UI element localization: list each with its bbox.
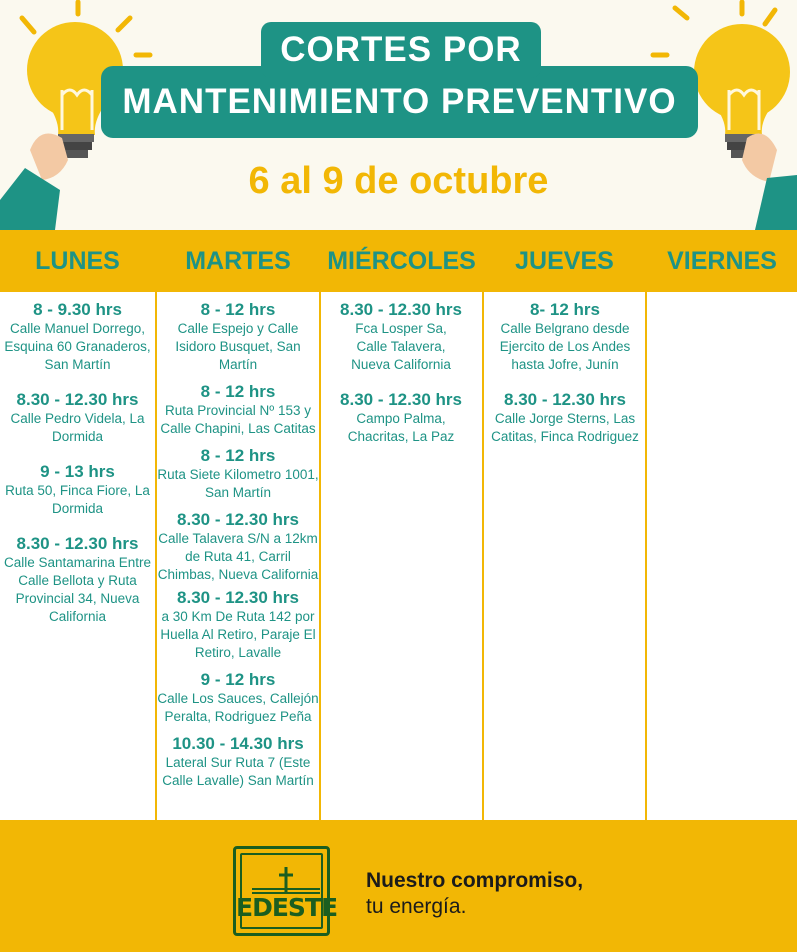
logo-text: EDESTE (236, 893, 338, 922)
day-jueves: JUEVES (515, 246, 614, 275)
schedule-entry (0, 300, 155, 374)
schedule-entry (157, 510, 319, 584)
entry-time: 8.30 - 12.30 hrs (177, 588, 299, 607)
entry-time: 9 - 13 hrs (40, 462, 115, 481)
date-range: 6 al 9 de octubre (248, 160, 549, 202)
column-jueves (488, 300, 642, 462)
day-martes: MARTES (185, 246, 291, 275)
schedule-entry (340, 390, 462, 446)
entry-place: Calle Talavera S/N a 12km de Ruta 41, Carril Chimbas, Nueva California (157, 531, 319, 582)
entry-place: Calle Los Sauces, Callejón Peralta, Rodriguez Peña (157, 691, 319, 724)
entry-place: Lateral Sur Ruta 7 (Este Calle Lavalle) San Martín (162, 755, 314, 788)
entry-place: Calle Jorge Sterns, Las Catitas, Finca Rodriguez (491, 411, 639, 444)
entry-time: 8 - 12 hrs (200, 446, 276, 465)
days-header-bar (0, 230, 797, 292)
column-martes (157, 300, 319, 790)
schedule-entry (340, 300, 462, 374)
column-divider (319, 230, 321, 820)
entry-time: 8.30 - 12.30 hrs (340, 390, 462, 409)
day-viernes: VIERNES (667, 246, 777, 275)
entry-place: Ruta Siete Kilometro 1001, San Martín (157, 467, 319, 500)
column-lunes (0, 300, 155, 642)
entry-place: a 30 Km De Ruta 142 por Huella Al Retiro, Paraje El Retiro, Lavalle (160, 609, 316, 660)
day-miercoles: MIÉRCOLES (327, 246, 476, 275)
entry-place: Calle Santamarina Entre Calle Bellota y Ruta Provincial 34, Nueva California (3, 555, 152, 624)
entry-time: 8.30 - 12.30 hrs (16, 390, 139, 409)
schedule-entry (157, 382, 319, 438)
entry-time: 8.30 - 12.30 hrs (177, 510, 299, 529)
entry-place: Campo Palma, Chacritas, La Paz (347, 411, 455, 444)
entry-place: Calle Belgrano desde Ejercito de Los Andes hasta Jofre, Junín (499, 321, 631, 372)
entry-time: 8.30 - 12.30 hrs (504, 390, 626, 409)
entry-time: 8.30 - 12.30 hrs (340, 300, 462, 319)
schedule-entry (0, 390, 155, 446)
entry-place: Calle Espejo y Calle Isidoro Busquet, San Martín (175, 321, 301, 372)
schedule-entry (157, 300, 319, 374)
schedule-entry (157, 734, 319, 790)
schedule-entry (157, 446, 319, 502)
schedule-entry (488, 300, 642, 374)
slogan (366, 868, 583, 920)
title-line1: CORTES POR (261, 22, 541, 78)
entry-time: 9 - 12 hrs (200, 670, 276, 689)
schedule-entry (157, 588, 319, 662)
entry-place: Ruta Provincial Nº 153 y Calle Chapini, Las Catitas (160, 403, 316, 436)
entry-time: 10.30 - 14.30 hrs (172, 734, 304, 753)
day-lunes: LUNES (35, 246, 120, 275)
footer (0, 820, 797, 952)
schedule-entry (0, 534, 155, 626)
schedule-entry (157, 670, 319, 726)
column-divider (645, 230, 647, 820)
entry-time: 8- 12 hrs (530, 300, 600, 319)
slogan-line1: Nuestro compromiso, (366, 869, 584, 892)
entry-place: Fca Losper Sa, Calle Talavera, Nueva California (351, 321, 451, 372)
schedule-entry (488, 390, 642, 446)
title-line2: MANTENIMIENTO PREVENTIVO (101, 66, 698, 138)
slogan-line2: tu energía. (366, 895, 467, 918)
entry-place: Calle Pedro Videla, La Dormida (10, 411, 145, 444)
schedule-entry (0, 462, 155, 518)
edeste-logo (233, 846, 338, 936)
header-banner (0, 0, 797, 230)
column-miercoles (340, 300, 462, 462)
entry-time: 8 - 12 hrs (200, 300, 276, 319)
entry-time: 8 - 12 hrs (200, 382, 276, 401)
entry-time: 8.30 - 12.30 hrs (16, 534, 139, 553)
entry-place: Ruta 50, Finca Fiore, La Dormida (5, 483, 150, 516)
entry-place: Calle Manuel Dorrego, Esquina 60 Granaderos, San Martín (4, 321, 151, 372)
entry-time: 8 - 9.30 hrs (33, 300, 122, 319)
column-divider (482, 230, 484, 820)
